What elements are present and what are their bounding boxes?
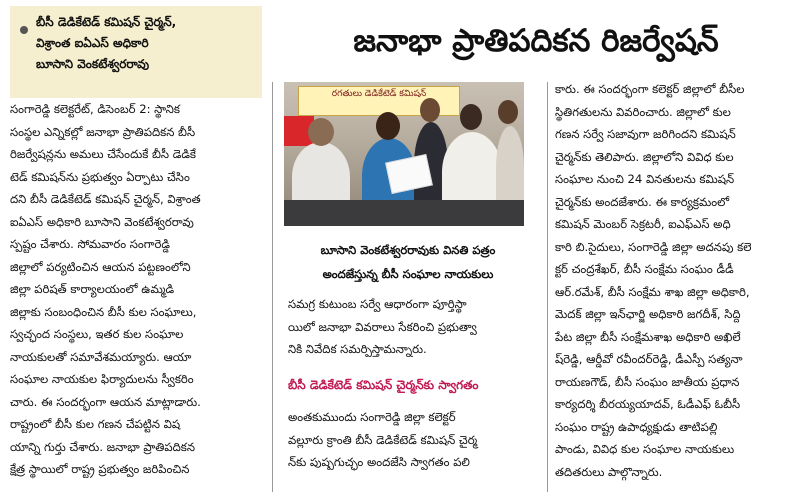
text-line: రిజర్వేషన్లను అమలు చేసేందుకే బీసీ డెడికే bbox=[10, 147, 196, 161]
text-line: కారు. ఈ సందర్భంగా కలెక్టర్ జిల్లాలో బీసీల bbox=[555, 82, 745, 96]
caption-line: బూసాని వెంకటేశ్వరరావుకు వినతి పత్రం bbox=[320, 243, 496, 257]
text-line: సంఘం రాష్ట్ర ఉపాధ్యక్షుడు తాటిపల్లి bbox=[555, 419, 718, 434]
article-column-2-top bbox=[288, 293, 542, 361]
text-line: న్‌కు పుష్పగుచ్ఛం అందజేసి స్వాగతం పలి bbox=[288, 455, 470, 469]
text-line: దని బీసీ డెడికేటెడ్ కమిషన్ చైర్మన్, విశ్రాంత bbox=[10, 192, 201, 206]
text-line: చైర్మన్‌కు తెలిపారు. జిల్లాలోని వివిధ కుల bbox=[555, 149, 734, 164]
text-line: వల్లూరు క్రాంతి బీసీ డెడికేటెడ్ కమిషన్ చైర్మ bbox=[288, 432, 478, 447]
person-figure bbox=[496, 126, 524, 210]
kicker-line: విశ్రాంత ఐఏఎస్ అధికారి bbox=[36, 36, 149, 50]
text-line: స్థితిగతులను వివరించారు. జిల్లాలో కుల bbox=[555, 104, 731, 119]
text-line: స్పష్టం చేశారు. సోమవారం సంగారెడ్డి bbox=[10, 237, 170, 251]
text-line: కమిషన్ మెంబర్ సెక్రటరీ, ఐఎఫ్ఎస్ అధి bbox=[555, 217, 731, 231]
text-line: కార్యదర్శి బీరయ్యయాదవ్, ఓడీఎఫ్ ఓబీసీ bbox=[555, 397, 741, 411]
text-line: యిలో జనాభా వివరాలు సేకరించి ప్రభుత్వా bbox=[288, 319, 477, 334]
column-divider bbox=[547, 82, 548, 492]
person-head bbox=[460, 104, 482, 130]
caption-line: అందజేస్తున్న బీసీ సంఘాల నాయకులు bbox=[322, 267, 494, 281]
text-line: స్వచ్ఛంద సంస్థలు, ఇతర కుల సంఘాల bbox=[10, 327, 184, 341]
text-line: తదితరులు పాల్గొన్నారు. bbox=[555, 464, 663, 479]
text-line: యాన్ని గుర్తు చేశారు. జనాభా ప్రాతిపదికన bbox=[10, 439, 195, 454]
text-line: చారు. ఈ సందర్భంగా ఆయన మాట్లాడారు. bbox=[10, 394, 201, 409]
article-column-3 bbox=[555, 78, 791, 483]
text-line: సంస్థల ఎన్నికల్లో జనాభా ప్రాతిపదికన బీసీ bbox=[10, 124, 196, 139]
person-head bbox=[420, 98, 440, 122]
text-line: నాయకులతో సమావేశమయ్యారు. ఆయా bbox=[10, 349, 192, 364]
text-line: రాయణగౌడ్, బీసీ సంఘం జాతీయ ప్రధాన bbox=[555, 374, 740, 389]
text-line: రాష్ట్రంలో బీసీ కుల గణన చేపట్టిన విష bbox=[10, 417, 181, 431]
text-line: అంతకుముందు సంగారెడ్డి జిల్లా కలెక్టర్ bbox=[288, 410, 456, 424]
article-column-1 bbox=[10, 98, 264, 481]
text-line: నికి నివేదిక సమర్పిస్తామన్నారు. bbox=[288, 342, 427, 356]
text-line: సంఘాల నాయకుల ఫిర్యాదులను స్వీకరిం bbox=[10, 372, 194, 386]
text-line: ఐఏఎస్ అధికారి బూసాని వెంకటేశ్వరరావు bbox=[10, 214, 194, 229]
text-line: సమగ్ర కుటుంబ సర్వే ఆధారంగా పూర్తిస్థా bbox=[288, 297, 467, 311]
text-line: టెడ్ కమిషన్‌ను ప్రభుత్వం ఏర్పాటు చేసిం bbox=[10, 169, 190, 184]
text-line: క్షేత్ర స్థాయిలో రాష్ట్ర ప్రభుత్వం జరిపించిన bbox=[10, 462, 190, 476]
text-line: పేట జిల్లా బీసీ సంక్షేమశాఖ అధికారి అఖిలే bbox=[555, 329, 741, 344]
kicker-line: బూసాని వెంకటేశ్వరరావు bbox=[36, 57, 150, 71]
text-line: కారి బి.సైదులు, సంగారెడ్డి జిల్లా అదనపు కలె bbox=[555, 239, 752, 254]
text-line: సంఘాల నుంచి 24 వినతులను కమిషన్ bbox=[555, 172, 735, 186]
text-line: పాండు, వివిధ కుల సంఘాల నాయకులు bbox=[555, 442, 735, 456]
text-line: సంగారెడ్డి కలెక్టరేట్, డిసెంబర్ 2: స్థానిక bbox=[10, 102, 180, 116]
person-head bbox=[498, 100, 518, 124]
person-head bbox=[376, 112, 400, 140]
text-line: మెదక్ జిల్లా ఇన్‌ఛార్జి అధికారి జగదీశ్, సిద్ది bbox=[555, 307, 741, 321]
headline: జనాభా ప్రాతిపదికన రిజర్వేషన్ bbox=[353, 23, 719, 59]
person-head bbox=[308, 118, 334, 146]
text-line: చైర్మన్‌కు అందజేశారు. ఈ కార్యక్రమంలో bbox=[555, 194, 730, 209]
photo-caption bbox=[286, 238, 530, 292]
subheading: బీసీ డెడికేటెడ్ కమిషన్ చైర్మన్‌కు స్వాగతం bbox=[288, 378, 479, 392]
column-divider bbox=[272, 82, 273, 492]
kicker-line: బీసీ డెడికేటెడ్ కమిషన్ చైర్మన్, bbox=[36, 15, 177, 29]
photo-banner: రగతులు డెడికేటెడ్ కమిషన్ bbox=[298, 86, 460, 116]
bullet-icon bbox=[20, 26, 28, 34]
kicker-box bbox=[10, 6, 262, 98]
text-line: క్టర్ చంద్రశేఖర్, బీసీ సంక్షేమ సంఘం డీడీ bbox=[555, 262, 734, 276]
text-line: జిల్లాకు సంబంధించిన బీసీ కుల సంఘాలు, bbox=[10, 304, 197, 319]
news-photo bbox=[284, 82, 524, 226]
table-surface bbox=[284, 200, 524, 226]
text-line: ఆర్.రమేశ్, బీసీ సంక్షేమ శాఖ జిల్లా అధికారి, bbox=[555, 284, 750, 299]
article-column-2-bottom bbox=[288, 406, 542, 474]
text-line: జిల్లా పరిషత్ కార్యాలయంలో ఉమ్మడి bbox=[10, 282, 175, 296]
text-line: గణన సర్వే సజావుగా జరిగిందని కమిషన్ bbox=[555, 127, 736, 141]
text-line: జిల్లాలో పర్యటించిన ఆయన పట్టణంలోని bbox=[10, 259, 191, 274]
text-line: ష్‌రెడ్డి, ఆర్డీవో రవీందర్‌రెడ్డి, డీఎస్పీ సత్యనా bbox=[555, 352, 743, 366]
